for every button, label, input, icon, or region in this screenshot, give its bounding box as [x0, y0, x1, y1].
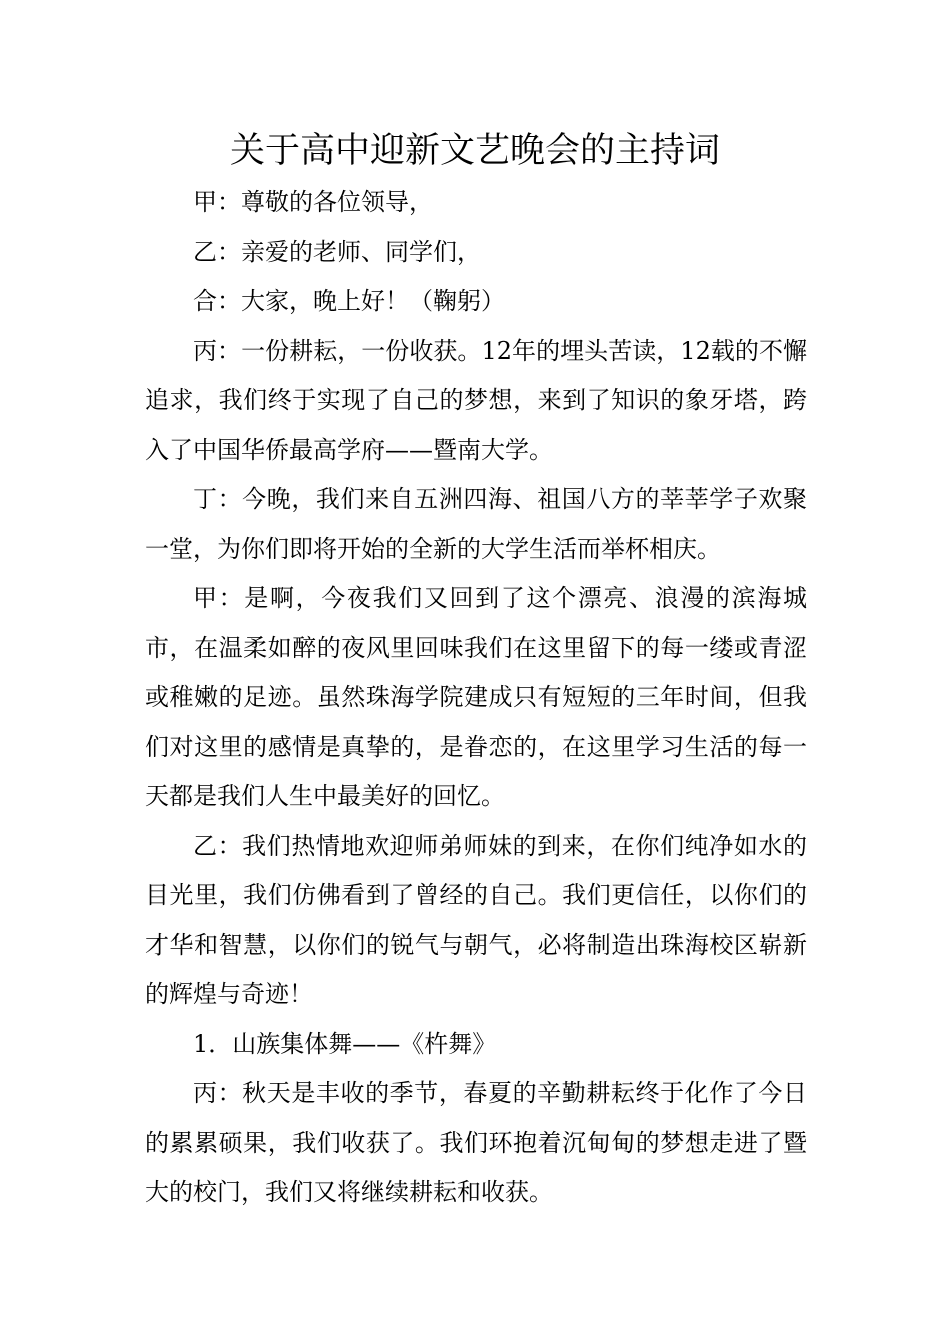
paragraph: 甲：尊敬的各位领导，	[193, 188, 433, 216]
paragraph: 合：大家，晚上好！（鞠躬）	[193, 287, 505, 315]
paragraph: 1．山族集体舞——《杵舞》	[193, 1029, 497, 1058]
paragraph: 乙：亲爱的老师、同学们，	[193, 237, 481, 266]
paragraph: 乙：我们热情地欢迎师弟师妹的到来，在你们纯净如水的目光里，我们仿佛看到了曾经的自己。我们更信任，以你们的才华和智慧，以你们的锐气与朝气，必将制造出珠海校区崭新的辉煌与奇迹！	[145, 831, 807, 1008]
paragraph: 丁：今晚，我们来自五洲四海、祖国八方的莘莘学子欢聚一堂，为你们即将开始的全新的大学生活而举杯相庆。	[145, 485, 807, 563]
paragraph: 丙：秋天是丰收的季节，春夏的辛勤耕耘终于化作了今日的累累硕果，我们收获了。我们环抱着沉甸甸的梦想走进了暨大的校门，我们又将继续耕耘和收获。	[145, 1079, 807, 1206]
document-title: 关于高中迎新文艺晚会的主持词	[229, 131, 720, 171]
paragraph: 甲：是啊，今夜我们又回到了这个漂亮、浪漫的滨海城市，在温柔如醉的夜风里回味我们在这里留下的每一缕或青涩或稚嫩的足迹。虽然珠海学院建成只有短短的三年时间，但我们对这里的感情是真挚的，是眷恋的，在这里学习生活的每一天都是我们人生中最美好的回忆。	[145, 584, 807, 810]
document-body	[145, 178, 807, 1218]
paragraph: 丙：一份耕耘，一份收获。12年的埋头苦读，12载的不懈追求，我们终于实现了自己的梦想，来到了知识的象牙塔，跨入了中国华侨最高学府——暨南大学。	[145, 336, 807, 464]
